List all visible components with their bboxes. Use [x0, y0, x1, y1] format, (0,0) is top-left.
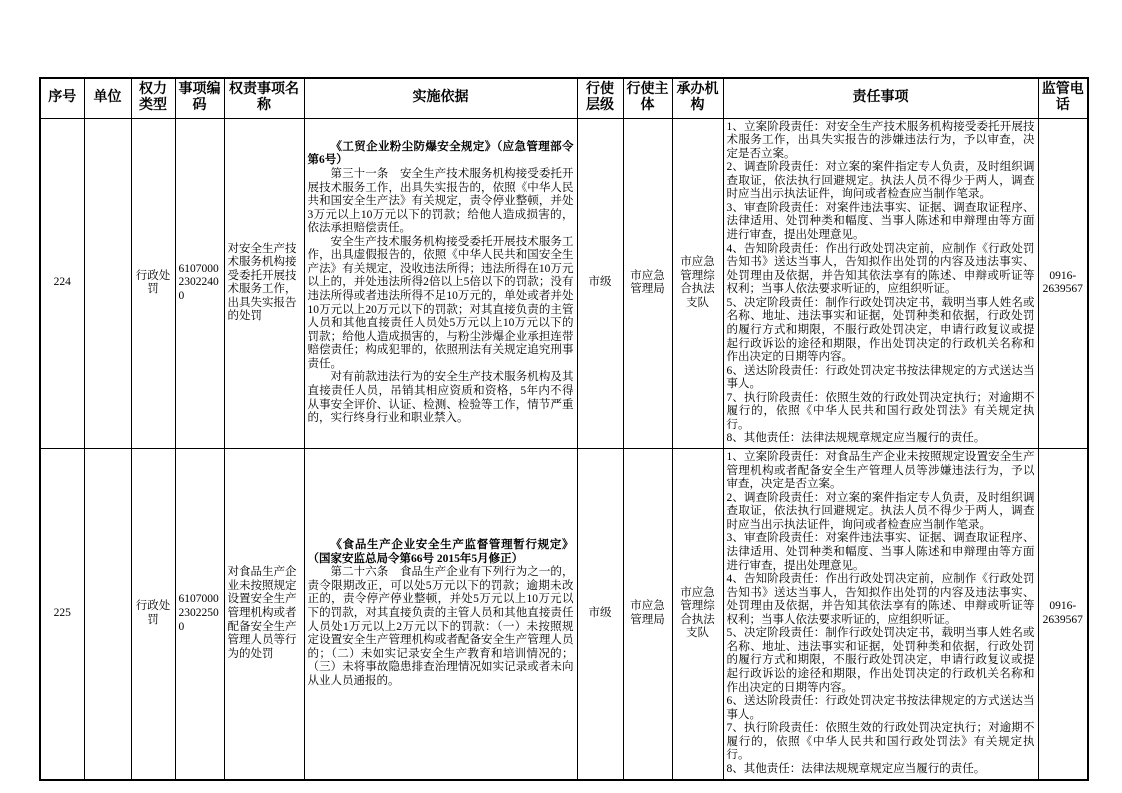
col-header-agency: 承办机构	[672, 78, 723, 118]
duty-item: 2、调查阶段责任：对立案的案件指定专人负责，及时组织调查取证，依法执行回避规定。执法人员不得少于两人，调查时应当出示执法证件，询问或者检查应当制作笔录。	[726, 161, 1035, 201]
duty-item: 3、审查阶段责任：对案件违法事实、证据、调查取证程序、法律适用、处罚种类和幅度、当事人陈述和申辩理由等方面进行审查，提出处理意见。	[726, 201, 1035, 241]
header-row	[40, 78, 1088, 118]
power-responsibility-table	[39, 77, 1089, 781]
cell-basis	[304, 449, 577, 780]
col-header-subject: 行使主体	[623, 78, 672, 118]
law-title: 《食品生产企业安全生产监督管理暂行规定》（国家安监总局令第66号 2015年5月修正）	[307, 539, 574, 565]
cell-basis	[304, 118, 577, 449]
cell-power-type: 行政处罚	[131, 118, 175, 449]
law-paragraph: 第三十一条 安全生产技术服务机构接受委托开展技术服务工作，出具失实报告的，依照《中华人民共和国安全生产法》有关规定，责令停业整顿，并处3万元以上10万元以下的罚款；给他人造成损害的，依法承担赔偿责任。	[307, 167, 574, 235]
duty-item: 5、决定阶段责任：制作行政处罚决定书，载明当事人姓名或名称、地址、违法事实和证据，处罚种类和依据，行政处罚的履行方式和期限，不服行政处罚决定，申请行政复议或提起行政诉讼的途径和期限，作出处罚决定的行政机关名称和作出决定的日期等内容。	[726, 296, 1035, 364]
cell-duties	[723, 118, 1038, 449]
table-row-225	[40, 449, 1088, 780]
duty-item: 7、执行阶段责任：依照生效的行政处罚决定执行；对逾期不履行的，依照《中华人民共和国行政处罚法》有关规定执行。	[726, 391, 1035, 431]
cell-unit	[84, 118, 131, 449]
duty-item: 8、其他责任：法律法规规章规定应当履行的责任。	[726, 762, 986, 775]
duty-item: 6、送达阶段责任：行政处罚决定书按法律规定的方式送达当事人。	[726, 695, 1035, 721]
col-header-seq: 序号	[40, 78, 84, 118]
duty-item: 2、调查阶段责任：对立案的案件指定专人负责，及时组织调查取证，依法执行回避规定。执法人员不得少于两人，调查时应当出示执法证件，询问或者检查应当制作笔录。	[726, 491, 1035, 531]
duty-item: 4、告知阶段责任：作出行政处罚决定前，应制作《行政处罚告知书》送达当事人，告知拟作出处罚的内容及违法事实、处罚理由及依据，并告知其依法享有的陈述、申辩或听证等权利；当事人依法要求听证的，应组织听证。	[726, 242, 1035, 296]
cell-phone: 0916-2639567	[1038, 449, 1088, 780]
cell-duties	[723, 449, 1038, 780]
law-paragraph: 第二十六条 食品生产企业有下列行为之一的，责令限期改正，可以处5万元以下的罚款；逾期未改正的，责令停产停业整顿，并处5万元以上10万元以下的罚款，对其直接负责的主管人员和其他直接责任人员处1万元以上2万元以下的罚款：（一）未按照规定设置安全生产管理机构或者配备安全生产管理人员的；（二）未如实记录安全生产教育和培训情况的；（三）未将事故隐患排查治理情况如实记录或者未向从业人员通报的。	[307, 566, 574, 687]
col-header-item-name: 权责事项名称	[224, 78, 304, 118]
cell-subject: 市应急管理局	[623, 449, 672, 780]
law-title: 《工贸企业粉尘防爆安全规定》（应急管理部令第6号）	[307, 140, 574, 167]
cell-item-name: 对食品生产企业未按照规定设置安全生产管理机构或者配备安全生产管理人员等行为的处罚	[224, 449, 304, 780]
cell-agency: 市应急管理综合执法支队	[672, 449, 723, 780]
duty-item: 3、审查阶段责任：对案件违法事实、证据、调查取证程序、法律适用、处罚种类和幅度、当事人陈述和申辩理由等方面进行审查，提出处理意见。	[726, 532, 1035, 572]
col-header-power-type: 权力类型	[131, 78, 175, 118]
duty-item: 5、决定阶段责任：制作行政处罚决定书，载明当事人姓名或名称、地址、违法事实和证据，处罚种类和依据，行政处罚的履行方式和期限，不服行政处罚决定，申请行政复议或提起行政诉讼的途径和期限，作出处罚决定的行政机关名称和作出决定的日期等内容。	[726, 627, 1035, 694]
law-paragraphs	[308, 566, 574, 688]
col-header-unit: 单位	[84, 78, 131, 118]
cell-level: 市级	[577, 118, 623, 449]
duty-item: 1、立案阶段责任：对食品生产企业未按照规定设置安全生产管理机构或者配备安全生产管理人员等涉嫌违法行为，予以审查，决定是否立案。	[726, 451, 1035, 491]
cell-unit	[84, 449, 131, 780]
col-header-level: 行使层级	[577, 78, 623, 118]
table-row-224	[40, 118, 1088, 449]
cell-seq: 225	[40, 449, 84, 780]
cell-power-type: 行政处罚	[131, 449, 175, 780]
col-header-item-code: 事项编码	[175, 78, 224, 118]
cell-seq: 224	[40, 118, 84, 449]
cell-subject: 市应急管理局	[623, 118, 672, 449]
law-paragraphs	[308, 168, 574, 426]
col-header-duties: 责任事项	[723, 78, 1038, 118]
cell-agency: 市应急管理综合执法支队	[672, 118, 723, 449]
duty-list	[727, 451, 1035, 777]
duty-item: 7、执行阶段责任：依照生效的行政处罚决定执行；对逾期不履行的，依照《中华人民共和国行政处罚法》有关规定执行。	[726, 722, 1035, 762]
cell-item-code: 610700023022400	[175, 118, 224, 449]
duty-item: 4、告知阶段责任：作出行政处罚决定前，应制作《行政处罚告知书》送达当事人，告知拟作出处罚的内容及违法事实、处罚理由及依据，并告知其依法享有的陈述、申辩或听证等权利；当事人依法要求听证的，应组织听证。	[726, 573, 1035, 626]
cell-phone: 0916-2639567	[1038, 118, 1088, 449]
col-header-phone: 监管电话	[1038, 78, 1088, 118]
cell-item-name: 对安全生产技术服务机构接受委托开展技术服务工作，出具失实报告的处罚	[224, 118, 304, 449]
col-header-basis: 实施依据	[304, 78, 577, 118]
law-paragraph: 安全生产技术服务机构接受委托开展技术服务工作，出具虚假报告的，依照《中华人民共和国安全生产法》有关规定，没收违法所得；违法所得在10万元以上的，并处违法所得2倍以上5倍以下的罚款；没有违法所得或者违法所得不足10万元的，单处或者并处10万元以上20万元以下的罚款；对其直接负责的主管人员和其他直接责任人员处5万元以上10万元以下的罚款；给他人造成损害的，与粉尘涉爆企业承担连带赔偿责任；构成犯罪的，依照刑法有关规定追究刑事责任。	[307, 235, 574, 370]
duty-item: 8、其他责任：法律法规规章规定应当履行的责任。	[726, 432, 986, 445]
cell-item-code: 610700023022500	[175, 449, 224, 780]
cell-level: 市级	[577, 449, 623, 780]
duty-list	[727, 121, 1035, 447]
duty-item: 1、立案阶段责任：对安全生产技术服务机构接受委托开展技术服务工作，出具失实报告的涉嫌违法行为，予以审查，决定是否立案。	[726, 120, 1035, 160]
duty-item: 6、送达阶段责任：行政处罚决定书按法律规定的方式送达当事人。	[726, 364, 1035, 391]
law-paragraph: 对有前款违法行为的安全生产技术服务机构及其直接责任人员，吊销其相应资质和资格，5年内不得从事安全评价、认证、检测、检验等工作，情节严重的，实行终身行业和职业禁入。	[307, 371, 574, 425]
